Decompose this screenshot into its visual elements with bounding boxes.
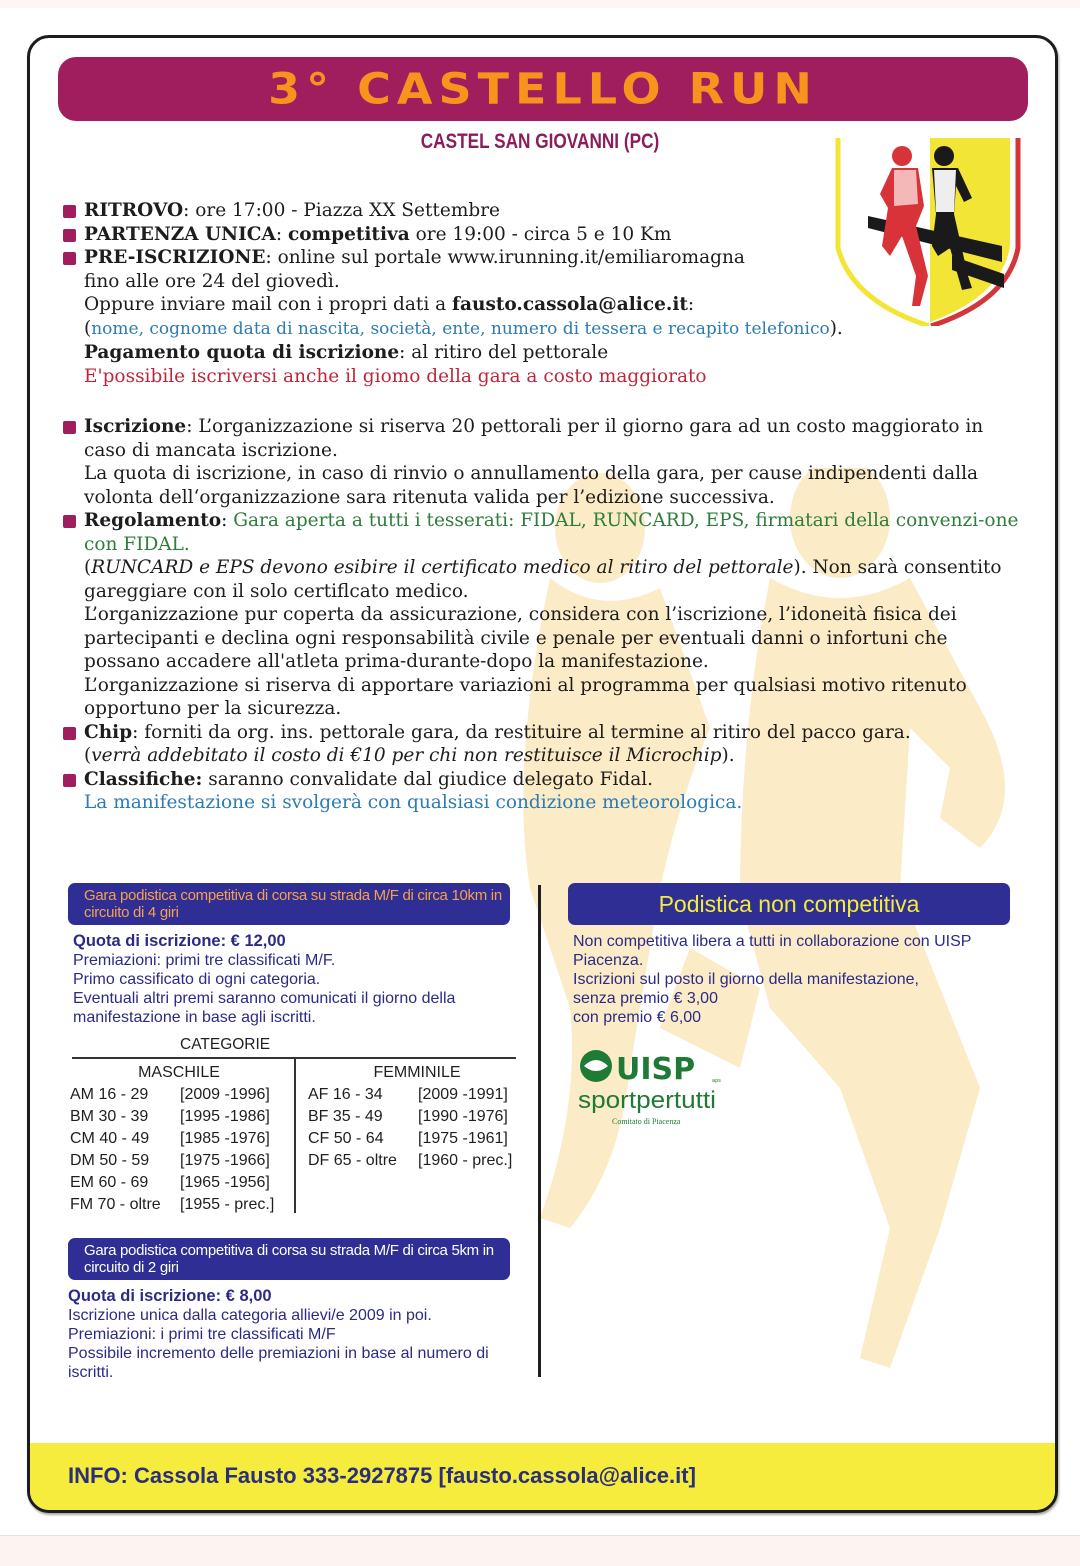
title-banner (58, 57, 1028, 121)
non-competitive-line: Non competitiva libera a tutti in collaborazione con UISP Piacenza. (573, 933, 972, 969)
race-10k-title: Gara podistica competitiva di corsa su strada M/F di circa 10km in circuito di 4 giri (84, 887, 502, 921)
category-code: BM 30 - 39 (70, 1108, 149, 1125)
category-row (70, 1150, 288, 1172)
rules-block (60, 415, 1020, 815)
paren-close: ). (829, 317, 843, 339)
category-row (308, 1106, 526, 1128)
category-code: DM 50 - 59 (70, 1152, 150, 1169)
race-5k-title: Gara podistica competitiva di corsa su strada M/F di circa 5km in circuito di 2 giri (84, 1242, 494, 1276)
uisp-logo-icon (576, 1046, 726, 1130)
mail-colon: : (687, 294, 695, 315)
event-location: CASTEL SAN GIOVANNI (PC) (420, 130, 660, 153)
category-row (70, 1172, 288, 1194)
ritrovo-text: : ore 17:00 - Piazza XX Settembre (183, 200, 500, 221)
certificate-note: RUNCARD e EPS devono esibire il certificato medico al ritiro del pettorale (91, 557, 794, 578)
category-code: DF 65 - oltre (308, 1152, 397, 1169)
non-competitive-line: Iscrizioni sul posto il giorno della manifestazione, (573, 971, 919, 988)
classifiche-label: Classifiche: (84, 768, 203, 790)
category-row (70, 1084, 288, 1106)
regolamento-colon: : (221, 510, 234, 531)
non-competitive-line: senza premio € 3,00 (573, 990, 718, 1007)
ritrovo-item (60, 199, 1020, 223)
preiscrizione-label: PRE-ISCRIZIONE (84, 247, 266, 268)
preiscrizione-item (60, 246, 1020, 388)
iscrizione-label: Iscrizione (84, 416, 187, 437)
category-years: [1975 -1961] (418, 1130, 508, 1147)
same-day-note: E'possibile iscriversi anche il giomo della gara a costo maggiorato (84, 365, 707, 387)
liability-text: L’organizzazione pur coperta da assicurazione, considera con l’iscrizione, l’idoneità fisica dei partecipanti e declina ogni responsabilità civile e penale per eventuali danni o infortuni che possano accadere all'atleta prima-durante-dopo la manifestazione. (84, 604, 957, 672)
bullet-icon (63, 515, 76, 528)
bullet-icon (63, 774, 76, 787)
race-5k-header (68, 1238, 510, 1280)
bottom-strip (0, 1535, 1080, 1566)
category-years: [1985 -1976] (180, 1130, 270, 1147)
regolamento-item (60, 509, 1020, 721)
chip-item (60, 721, 1020, 768)
ritrovo-label: RITROVO (84, 200, 184, 221)
mail-details: nome, cognome data di nascita, società, ente, numero di tessera e recapito telefonico (91, 318, 830, 339)
paren-open: ( (84, 745, 92, 766)
category-years: [2009 -1991] (418, 1086, 508, 1103)
category-row (308, 1084, 526, 1106)
category-row (70, 1106, 288, 1128)
chip-label: Chip (84, 721, 133, 743)
race-flyer (27, 35, 1058, 1513)
classifiche-item (60, 768, 1020, 815)
category-years: [1965 -1956] (180, 1174, 270, 1191)
race-5k-details (68, 1287, 518, 1382)
race-5k-line: Premiazioni: i primi tre classificati M/F (68, 1326, 336, 1343)
partenza-text: ore 19:00 - circa 5 e 10 Km (409, 223, 672, 245)
classifiche-text: saranno convalidate dal giudice delegato Fidal. (202, 768, 654, 790)
category-years: [1975 -1966] (180, 1152, 270, 1169)
info-footer (30, 1443, 1055, 1513)
male-categories (70, 1062, 288, 1216)
partenza-sep: : (275, 223, 288, 245)
paren-close: ). (721, 745, 735, 766)
category-years: [1990 -1976] (418, 1108, 508, 1125)
female-categories (308, 1062, 526, 1172)
regolamento-close: ). Non sarà consentito gareggiare con il solo certiflcato medico. (84, 557, 1002, 602)
non-competitive-details (573, 932, 1013, 1027)
paren-open: ( (84, 317, 92, 339)
mail-text: Oppure inviare mail con i propri dati a (84, 294, 453, 315)
bullet-icon (63, 421, 76, 434)
race-10k-line: Premiazioni: primi tre classificati M/F. (73, 952, 336, 969)
bullet-icon (63, 252, 76, 265)
category-code: CM 40 - 49 (70, 1130, 150, 1147)
non-competitive-title: Podistica non competitiva (658, 891, 920, 917)
category-row (308, 1128, 526, 1150)
preiscrizione-text: : online sul portale www.irunning.it/emiliaromagna (265, 247, 745, 268)
chip-text: : forniti da org. ins. pettorale gara, da restituire al termine al ritiro del pacco gara. (132, 721, 911, 743)
variations-text: L’organizzazione si riserva di apportare variazioni al programma per qualsiasi motivo ritenuto opportuno per la sicurezza. (84, 674, 967, 719)
uisp-committee: Comitato di Piacenza (612, 1117, 681, 1126)
category-code: BF 35 - 49 (308, 1108, 383, 1125)
non-competitive-line: con premio € 6,00 (573, 1009, 702, 1026)
male-header: MASCHILE (138, 1064, 220, 1081)
info-block (60, 199, 1020, 388)
category-code: AM 16 - 29 (70, 1086, 149, 1103)
pagamento-label: Pagamento quota di iscrizione (84, 342, 400, 363)
contact-info: INFO: Cassola Fausto 333-2927875 [fausto.cassola@alice.it] (68, 1463, 696, 1488)
categories-column-divider (294, 1057, 296, 1213)
race-5k-line: Iscrizione unica dalla categoria allievi/e 2009 in poi. (68, 1307, 432, 1324)
event-title: 3° CASTELLO RUN (268, 64, 818, 114)
race-10k-fee: Quota di iscrizione: € 12,00 (73, 932, 286, 950)
category-years: [2009 -1996] (180, 1086, 270, 1103)
category-code: AF 16 - 34 (308, 1086, 383, 1103)
weather-note: La manifestazione si svolgerà con qualsiasi condizione meteorologica. (84, 792, 743, 813)
top-strip (0, 0, 1080, 8)
race-5k-line: Possibile incremento delle premiazioni in base al numero di iscritti. (68, 1345, 489, 1381)
race-5k-fee: Quota di iscrizione: € 8,00 (68, 1287, 272, 1305)
column-divider (538, 885, 541, 1377)
categories-title: CATEGORIE (180, 1036, 271, 1053)
partenza-type: competitiva (287, 223, 410, 245)
iscrizione-text: : L’organizzazione si riserva 20 pettorali per il giorno gara ad un costo maggiorato in caso di mancata iscrizione. (84, 416, 984, 461)
uisp-tagline: sportpertutti (578, 1087, 716, 1114)
iscrizione-text-2: La quota di iscrizione, in caso di rinvio o annullamento della gara, per cause indipendenti dalla volonta dell‘organizzazione sara ritenuta valida per l’edizione successiva. (84, 463, 979, 508)
iscrizione-item (60, 415, 1020, 509)
female-header: FEMMINILE (373, 1064, 461, 1081)
non-competitive-header (568, 883, 1010, 925)
partenza-item (60, 223, 1020, 247)
category-row (308, 1150, 526, 1172)
regolamento-text: Gara aperta a tutti i tesserati: FIDAL, RUNCARD, EPS, firmatari della convenzi-one con FIDAL. (84, 510, 1019, 555)
category-row (70, 1128, 288, 1150)
chip-fee-note: verrà addebitato il costo di €10 per chi non restituisce il Microchip (91, 745, 722, 766)
mail-address-link[interactable]: fausto.cassola@alice.it (452, 294, 688, 315)
category-row (70, 1194, 288, 1216)
category-years: [1960 - prec.] (418, 1152, 513, 1169)
uisp-aps: aps (712, 1078, 721, 1084)
regolamento-label: Regolamento (84, 510, 222, 531)
paren-open: ( (84, 557, 92, 578)
race-10k-line: Eventuali altri premi saranno comunicati il giorno della manifestazione in base agli iscritti. (73, 990, 456, 1026)
pagamento-text: : al ritiro del pettorale (399, 342, 609, 363)
race-10k-header (68, 883, 510, 925)
category-code: EM 60 - 69 (70, 1174, 149, 1191)
category-code: FM 70 - oltre (70, 1196, 161, 1213)
category-years: [1995 -1986] (180, 1108, 270, 1125)
preiscrizione-deadline: fino alle ore 24 del giovedì. (84, 270, 340, 292)
race-10k-details (73, 932, 523, 1027)
uisp-name: UISP (616, 1052, 696, 1087)
bullet-icon (63, 727, 76, 740)
bullet-icon (63, 229, 76, 242)
bullet-icon (63, 205, 76, 218)
race-10k-line: Primo cassificato di ogni categoria. (73, 971, 321, 988)
category-years: [1955 - prec.] (180, 1196, 275, 1213)
category-code: CF 50 - 64 (308, 1130, 384, 1147)
partenza-label: PARTENZA UNICA (84, 223, 276, 245)
